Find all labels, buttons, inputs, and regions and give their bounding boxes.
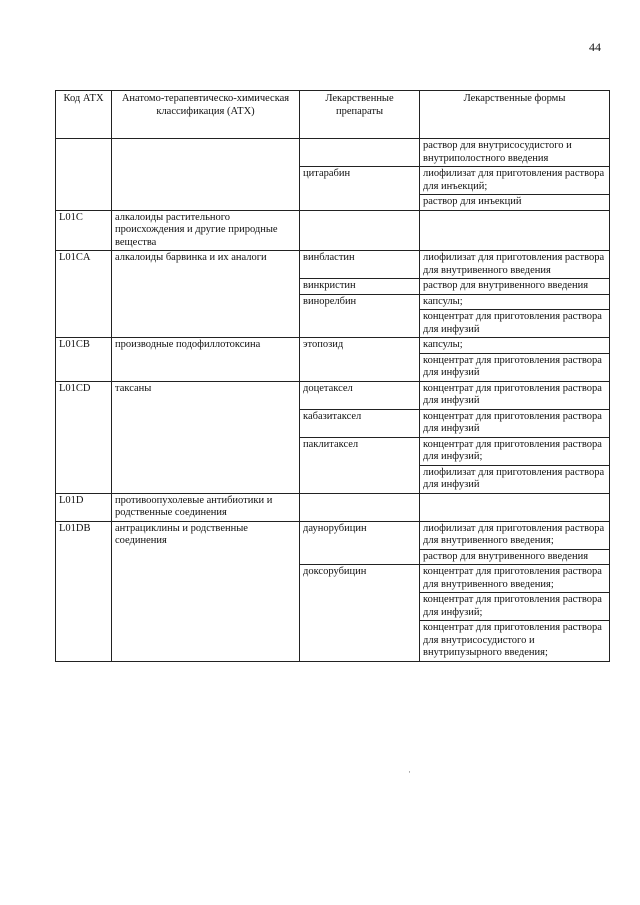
drug-name-cell: винкристин	[300, 279, 420, 295]
table-body	[56, 139, 610, 662]
header-code: Код АТХ	[56, 91, 112, 139]
table-row	[56, 338, 610, 354]
dosage-form-cell: концентрат для приготовления раствора для инфузий	[420, 381, 610, 409]
atx-code-cell: L01DB	[56, 521, 112, 661]
dosage-form-cell: лиофилизат для приготовления раствора для инфузий	[420, 465, 610, 493]
table-row	[56, 251, 610, 279]
table-row	[56, 381, 610, 409]
dosage-form-cell: концентрат для приготовления раствора для инфузий;	[420, 593, 610, 621]
header-drugs: Лекарственные препараты	[300, 91, 420, 139]
dosage-form-cell: лиофилизат для приготовления раствора для инъекций;	[420, 167, 610, 195]
table-row	[56, 521, 610, 549]
atx-code-cell: L01D	[56, 493, 112, 521]
dosage-form-cell: капсулы;	[420, 338, 610, 354]
header-forms: Лекарственные формы	[420, 91, 610, 139]
drug-name-cell: доцетаксел	[300, 381, 420, 409]
atx-code-cell: L01CB	[56, 338, 112, 382]
header-classification: Анатомо-терапевтическо-химическая классификация (АТХ)	[112, 91, 300, 139]
dosage-form-cell: раствор для внутривенного введения	[420, 549, 610, 565]
drug-name-cell: винбластин	[300, 251, 420, 279]
drug-name-cell: цитарабин	[300, 167, 420, 211]
drug-name-cell: даунорубицин	[300, 521, 420, 565]
atx-classification-cell	[112, 139, 300, 211]
dosage-form-cell: концентрат для приготовления раствора для инфузий	[420, 353, 610, 381]
atx-classification-cell: таксаны	[112, 381, 300, 493]
atx-classification-table	[55, 90, 610, 662]
atx-classification-cell: алкалоиды барвинка и их аналоги	[112, 251, 300, 338]
page-number: 44	[589, 40, 601, 54]
atx-code-cell: L01CA	[56, 251, 112, 338]
drug-name-cell	[300, 139, 420, 167]
atx-code-cell: L01C	[56, 210, 112, 251]
table-header-row	[56, 91, 610, 139]
atx-classification-cell: антрациклины и родственные соединения	[112, 521, 300, 661]
dosage-form-cell: концентрат для приготовления раствора для инфузий	[420, 310, 610, 338]
table-row	[56, 210, 610, 251]
dosage-form-cell: концентрат для приготовления раствора для инфузий;	[420, 437, 610, 465]
dosage-form-cell	[420, 493, 610, 521]
dosage-form-cell: раствор для инъекций	[420, 195, 610, 211]
table-row	[56, 139, 610, 167]
drug-name-cell: кабазитаксел	[300, 409, 420, 437]
drug-name-cell: этопозид	[300, 338, 420, 382]
drug-name-cell	[300, 493, 420, 521]
atx-classification-cell: противоопухолевые антибиотики и родственные соединения	[112, 493, 300, 521]
atx-classification-cell: алкалоиды растительного происхождения и другие природные вещества	[112, 210, 300, 251]
drug-name-cell: доксорубицин	[300, 565, 420, 662]
dosage-form-cell: капсулы;	[420, 294, 610, 310]
dosage-form-cell: концентрат для приготовления раствора для инфузий	[420, 409, 610, 437]
dosage-form-cell: лиофилизат для приготовления раствора для внутривенного введения;	[420, 521, 610, 549]
dosage-form-cell	[420, 210, 610, 251]
atx-classification-cell: производные подофиллотоксина	[112, 338, 300, 382]
dosage-form-cell: раствор для внутривенного введения	[420, 279, 610, 295]
dosage-form-cell: лиофилизат для приготовления раствора для внутривенного введения	[420, 251, 610, 279]
dosage-form-cell: концентрат для приготовления раствора для внутривенного введения;	[420, 565, 610, 593]
scan-artifact: ·	[408, 767, 411, 777]
table-row	[56, 493, 610, 521]
atx-code-cell: L01CD	[56, 381, 112, 493]
drug-name-cell: винорелбин	[300, 294, 420, 338]
dosage-form-cell: раствор для внутрисосудистого и внутриполостного введения	[420, 139, 610, 167]
atx-code-cell	[56, 139, 112, 211]
drug-name-cell	[300, 210, 420, 251]
drug-name-cell: паклитаксел	[300, 437, 420, 493]
dosage-form-cell: концентрат для приготовления раствора для внутрисосудистого и внутрипузырного введения;	[420, 621, 610, 662]
